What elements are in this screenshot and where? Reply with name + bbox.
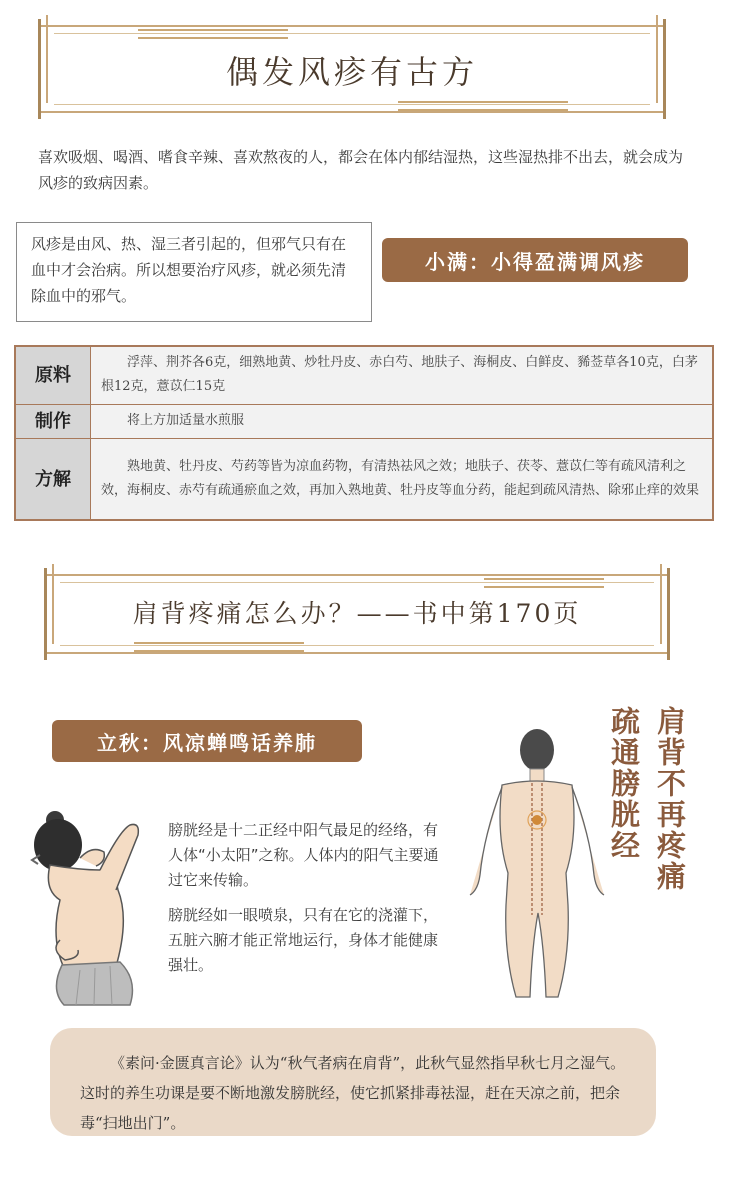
- bladder-meridian-figure-illustration: [462, 725, 612, 1010]
- solar-term-label-xiaoman: 小满：小得盈满调风疹: [382, 238, 688, 282]
- meridian-paragraph-1: 膀胱经是十二正经中阳气最足的经络，有人体“小太阳”之称。人体内的阳气主要通过它来传输。: [168, 821, 439, 889]
- meridian-paragraph-2: 膀胱经如一眼喷泉，只有在它的浇灌下，五脏六腑才能正常地运行，身体才能健康强壮。: [168, 906, 439, 974]
- vertical-text-no-more-pain: 肩背不再疼痛: [653, 706, 687, 892]
- row-head-explanation: 方解: [15, 438, 91, 520]
- vertical-text-unblock-meridian: 疏通膀胱经: [607, 706, 641, 861]
- banner-section-2: [44, 574, 670, 654]
- table-row: [15, 346, 713, 404]
- boxed-explanation: 风疹是由风、热、湿三者引起的，但邪气只有在血中才会治病。所以想要治疗风疹，就必须先清除血中的邪气。: [16, 222, 372, 322]
- recipe-table: [14, 345, 714, 521]
- banner-title: 偶发风疹有古方: [225, 53, 478, 91]
- classical-quote-box: 《素问·金匮真言论》认为“秋气者病在肩背”，此秋气显然指早秋七月之湿气。这时的养生功课是要不断地激发膀胱经，使它抓紧排毒祛湿，赶在天凉之前，把余毒“扫地出门”。: [50, 1028, 656, 1136]
- row-head-preparation: 制作: [15, 404, 91, 438]
- row-body-explanation: 熟地黄、牡丹皮、芍药等皆为凉血药物，有清热祛风之效；地肤子、茯苓、薏苡仁等有疏风清利之效，海桐皮、赤芍有疏通瘀血之效，再加入熟地黄、牡丹皮等血分药，能起到疏风清热、除邪止痒的效果: [91, 438, 714, 520]
- banner-section-1: [38, 25, 666, 113]
- banner-deco-bottom: [398, 101, 568, 111]
- row-body-ingredients: 浮萍、荆芥各6克，细熟地黄、炒牡丹皮、赤白芍、地肤子、海桐皮、白鲜皮、豨莶草各10克，白茅根12克，薏苡仁15克: [91, 346, 714, 404]
- back-pain-figure-illustration: [20, 800, 160, 1010]
- row-head-ingredients: 原料: [15, 346, 91, 404]
- table-row: [15, 438, 713, 520]
- banner-deco-top: [138, 29, 288, 39]
- row-body-preparation: 将上方加适量水煎服: [91, 404, 714, 438]
- banner-title: 肩背疼痛怎么办？——书中第170页: [132, 599, 582, 628]
- banner-deco-bottom: [134, 642, 304, 652]
- banner-deco-top: [484, 578, 604, 588]
- solar-term-label-liqiu: 立秋：风凉蝉鸣话养肺: [52, 720, 362, 762]
- intro-paragraph: 喜欢吸烟、喝酒、嗜食辛辣、喜欢熬夜的人，都会在体内郁结湿热，这些湿热排不出去，就会成为风疹的致病因素。: [38, 148, 684, 192]
- table-row: [15, 404, 713, 438]
